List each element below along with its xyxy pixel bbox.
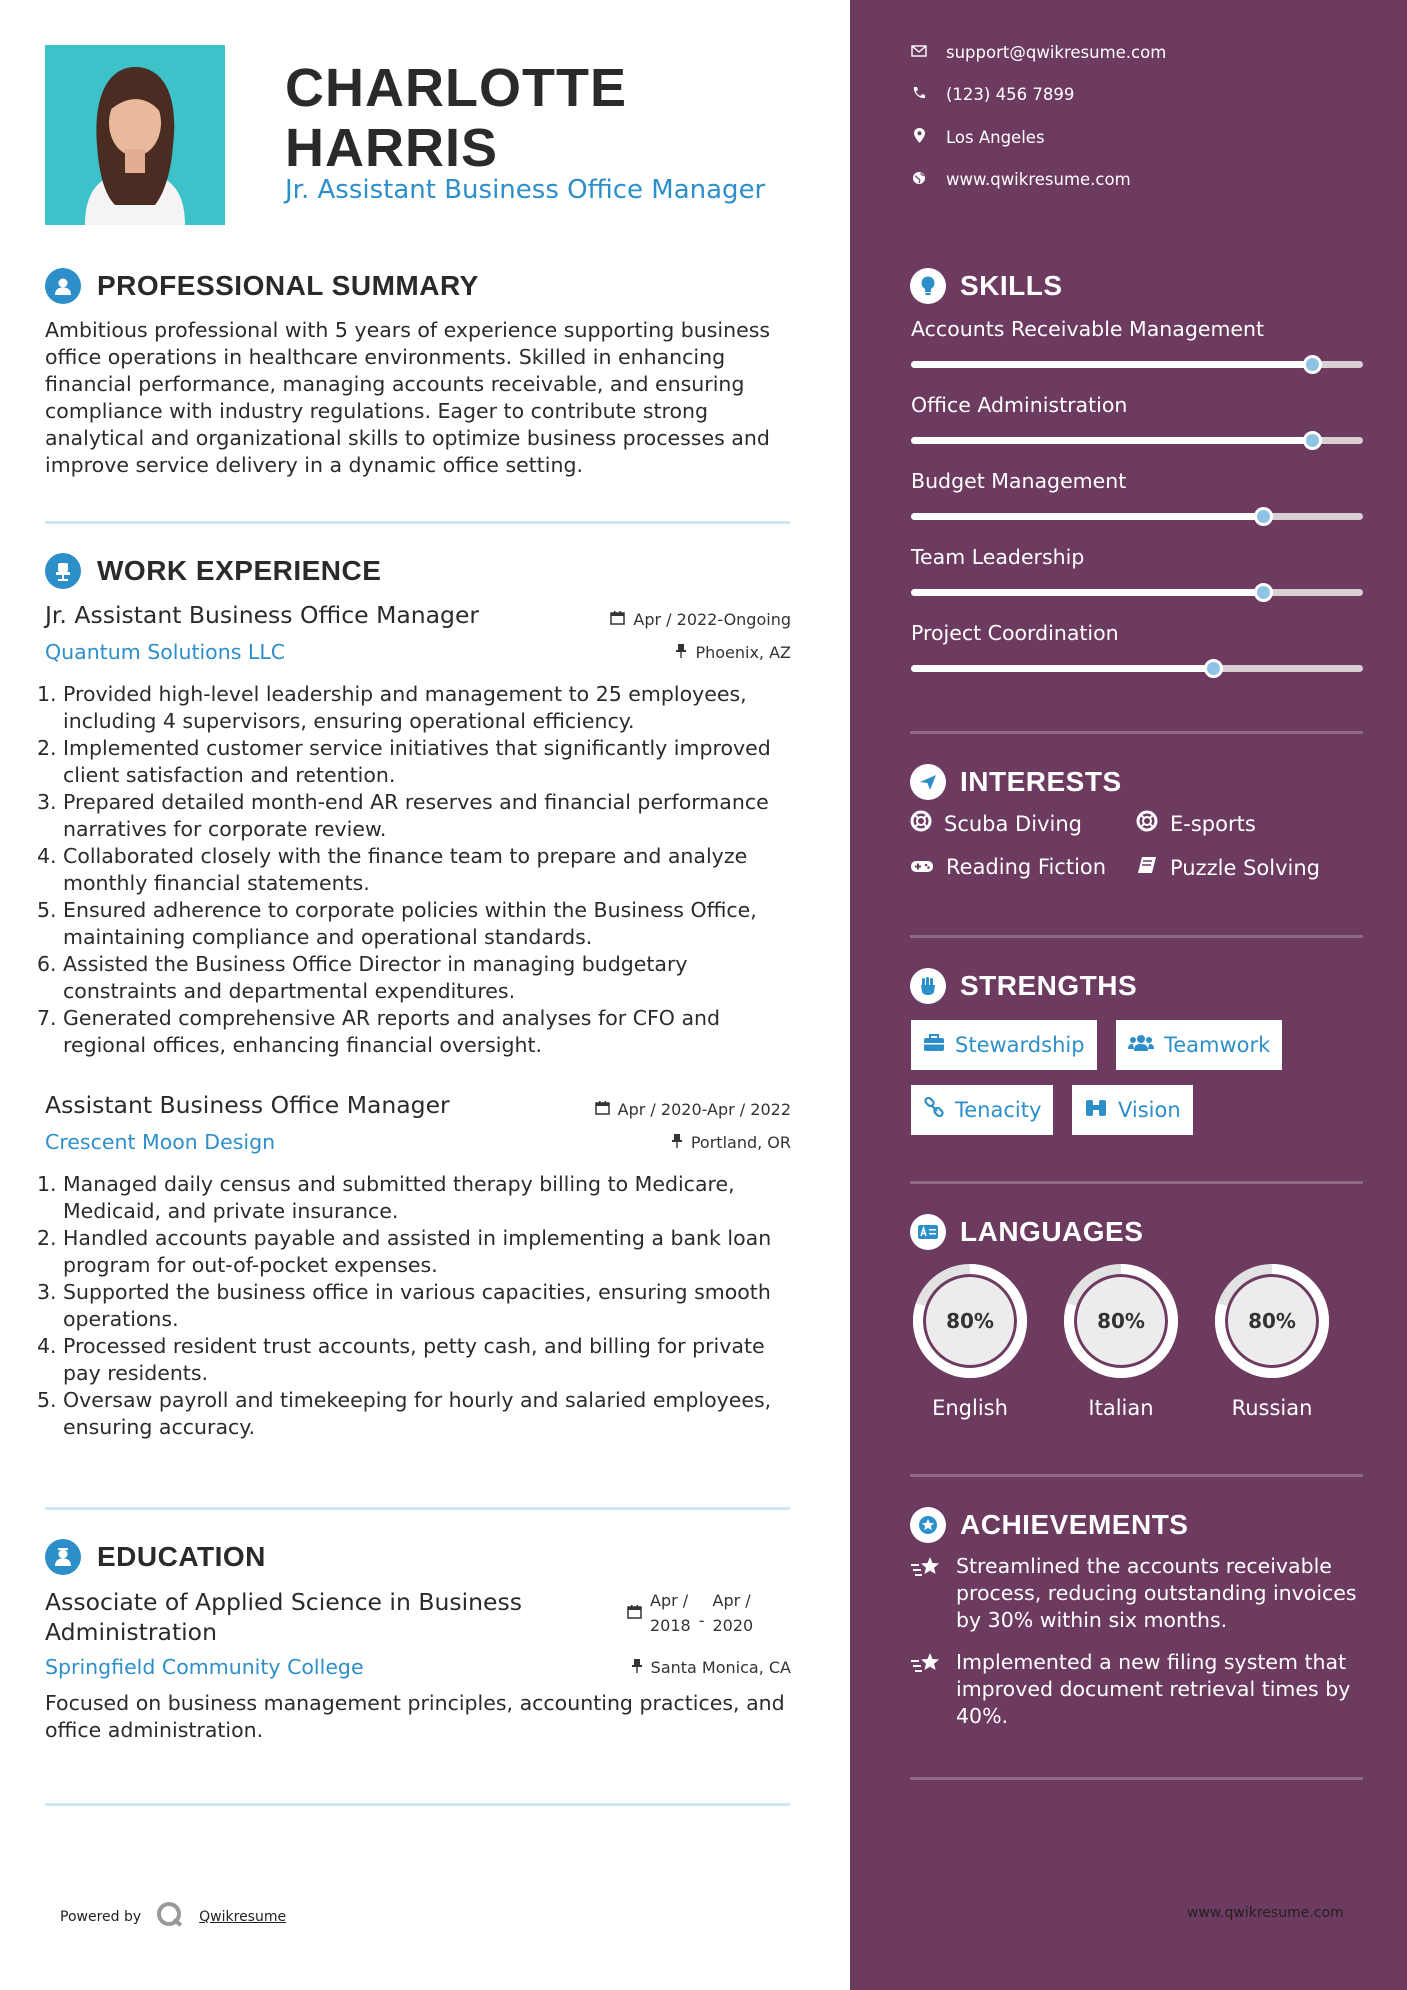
list-item: 4. Processed resident trust accounts, petty cash, and billing for private pay residents. <box>37 1334 765 1385</box>
list-item: 2. Handled accounts payable and assisted in implementing a bank loan program for out-of-pocket expenses. <box>37 1226 772 1277</box>
interest-item <box>910 810 1082 837</box>
interests-title: INTERESTS <box>960 766 1122 797</box>
education-location-text: Santa Monica, CA <box>650 1658 791 1677</box>
start-date: Apr / 2018 <box>650 1591 691 1635</box>
email-text: support@qwikresume.com <box>946 43 1167 62</box>
interest-label: Scuba Diving <box>944 811 1082 836</box>
interest-item <box>1136 810 1256 837</box>
interest-item <box>1136 855 1320 880</box>
list-item: 6. Assisted the Business Office Director in managing budgetary constraints and departmental expenditures. <box>37 952 688 1003</box>
interests-heading <box>910 764 1122 800</box>
calendar-icon <box>610 610 625 629</box>
work-title: WORK EXPERIENCE <box>97 555 382 586</box>
divider <box>45 1507 790 1510</box>
list-item: 1. Managed daily census and submitted therapy billing to Medicare, Medicaid, and private insurance. <box>37 1172 735 1223</box>
footer-website[interactable]: www.qwikresume.com <box>1187 1905 1344 1921</box>
fist-icon <box>910 968 946 1004</box>
pin-icon <box>675 643 687 662</box>
strength-label: Vision <box>1118 1098 1181 1122</box>
contact-email[interactable] <box>910 43 1166 62</box>
strength-label: Tenacity <box>955 1098 1042 1122</box>
graduate-icon <box>45 1539 81 1575</box>
divider <box>910 1474 1363 1477</box>
job-role: Jr. Assistant Business Office Manager <box>285 175 766 205</box>
company-name: Quantum Solutions LLC <box>45 640 286 664</box>
user-icon <box>45 268 81 304</box>
skills-title: SKILLS <box>960 270 1063 301</box>
job-bullets <box>37 1171 797 1441</box>
strengths-title: STRENGTHS <box>960 970 1138 1001</box>
interest-item <box>910 855 1106 879</box>
language-percent: 80% <box>946 1309 994 1333</box>
skill-label: Accounts Receivable Management <box>911 317 1265 341</box>
qwikresume-logo-icon <box>155 1900 185 1934</box>
chair-icon <box>45 553 81 589</box>
divider <box>910 731 1363 734</box>
website-text: www.qwikresume.com <box>946 170 1131 189</box>
language-name: Italian <box>1088 1396 1154 1420</box>
degree-line-2: Administration <box>45 1618 217 1646</box>
school-name: Springfield Community College <box>45 1655 364 1679</box>
location-text: Los Angeles <box>946 128 1045 147</box>
job-location-text: Portland, OR <box>690 1133 791 1152</box>
qwikresume-link[interactable]: Qwikresume <box>199 1909 287 1925</box>
job-bullets <box>37 681 797 1059</box>
achievement-item <box>910 1649 1365 1730</box>
job-location <box>620 1133 791 1152</box>
gamepad-icon <box>910 855 934 879</box>
map-pin-icon <box>910 128 928 147</box>
languages-heading <box>910 1214 1143 1250</box>
language-progress-ring <box>909 1260 1031 1382</box>
education-text: Focused on business management principles, accounting practices, and office administration. <box>45 1691 785 1742</box>
skill-bar-fill <box>911 361 1313 368</box>
strength-badge <box>911 1085 1053 1135</box>
binoculars-icon <box>1084 1098 1108 1123</box>
list-item: 5. Oversaw payroll and timekeeping for hourly and salaried employees, ensuring accuracy. <box>37 1388 772 1439</box>
lightbulb-icon <box>910 268 946 304</box>
summary-heading <box>45 268 479 304</box>
language-name: English <box>932 1396 1008 1420</box>
divider <box>910 1777 1363 1780</box>
powered-by <box>60 1900 286 1934</box>
job-dates-text: Apr / 2022-Ongoing <box>633 610 791 629</box>
language-name: Russian <box>1231 1396 1313 1420</box>
phone-icon <box>910 86 928 104</box>
achievements-title: ACHIEVEMENTS <box>960 1509 1189 1540</box>
briefcase-icon <box>923 1033 945 1057</box>
language-percent: 80% <box>1097 1309 1145 1333</box>
job-location-text: Phoenix, AZ <box>695 643 791 662</box>
list-item: 7. Generated comprehensive AR reports and analyses for CFO and regional offices, enhancing financial oversight. <box>37 1006 721 1057</box>
degree-line-1: Associate of Applied Science in Business <box>45 1588 522 1616</box>
powered-by-label: Powered by <box>60 1909 142 1925</box>
job-title: Assistant Business Office Manager <box>45 1091 450 1119</box>
strength-label: Teamwork <box>1164 1033 1271 1057</box>
list-item: 3. Prepared detailed month-end AR reserves and financial performance narratives for corporate review. <box>37 790 769 841</box>
education-heading <box>45 1539 266 1575</box>
phone-text: (123) 456 7899 <box>946 85 1075 104</box>
calendar-icon <box>627 1604 642 1623</box>
strength-badge <box>911 1020 1097 1070</box>
shooting-star-icon <box>910 1553 942 1634</box>
education-dates <box>627 1588 753 1638</box>
end-date: Apr / 2020 <box>712 1591 754 1635</box>
paper-plane-icon <box>910 764 946 800</box>
language-item <box>909 1260 1031 1420</box>
company-name: Crescent Moon Design <box>45 1130 276 1154</box>
skill-label: Team Leadership <box>911 545 1085 569</box>
job-title: Jr. Assistant Business Office Manager <box>45 601 480 629</box>
skill-bar-fill <box>911 665 1214 672</box>
languages-title: LANGUAGES <box>960 1216 1144 1247</box>
skill-bar-fill <box>911 513 1264 520</box>
calendar-icon <box>595 1100 610 1119</box>
divider <box>910 1181 1363 1184</box>
achievement-text: Implemented a new filing system that improved document retrieval times by 40%. <box>956 1650 1351 1728</box>
skill-label: Project Coordination <box>911 621 1119 645</box>
language-item <box>1060 1260 1182 1420</box>
envelope-icon <box>910 45 928 61</box>
profile-photo <box>45 45 225 225</box>
skill-label: Office Administration <box>911 393 1128 417</box>
skill-bar-fill <box>911 437 1313 444</box>
skills-heading <box>910 268 1063 304</box>
skill-bar <box>911 361 1363 368</box>
link-icon <box>923 1097 945 1124</box>
skill-label: Budget Management <box>911 469 1127 493</box>
achievements-heading <box>910 1507 1188 1543</box>
skill-bar <box>911 437 1363 444</box>
candidate-name <box>285 58 627 178</box>
lifebuoy-icon <box>1136 810 1158 837</box>
list-item: 4. Collaborated closely with the finance team to prepare and analyze monthly financial statements. <box>37 844 748 895</box>
achievement-text: Streamlined the accounts receivable process, reducing outstanding invoices by 30% within six months. <box>956 1554 1357 1632</box>
divider <box>45 521 790 524</box>
skill-level-knob <box>1254 507 1273 526</box>
contact-website[interactable] <box>910 170 1131 189</box>
job-dates-text: Apr / 2020-Apr / 2022 <box>617 1100 791 1119</box>
job-dates <box>570 1100 791 1119</box>
last-name: HARRIS <box>285 118 499 178</box>
job-dates <box>600 610 791 629</box>
language-item <box>1211 1260 1333 1420</box>
globe-icon <box>910 171 928 189</box>
skill-level-knob <box>1254 583 1273 602</box>
education-location <box>600 1658 791 1677</box>
pin-icon <box>631 1658 643 1677</box>
language-icon <box>910 1214 946 1250</box>
summary-text: Ambitious professional with 5 years of experience supporting business office operations in healthcare environments. Skilled in enhancing financial performance, managing accounts receivable, and ensuring compliance with industry regulations. Eager to contribute strong analytical and organizational skills to optimize business processes and improve service delivery in a dynamic office setting. <box>45 318 771 477</box>
contact-phone[interactable] <box>910 85 1074 104</box>
shooting-star-icon <box>910 1649 942 1730</box>
list-item: 5. Ensured adherence to corporate policies within the Business Office, maintaining compliance and operational standards. <box>37 898 757 949</box>
skill-bar <box>911 665 1363 672</box>
divider <box>910 935 1363 938</box>
language-percent: 80% <box>1248 1309 1296 1333</box>
users-icon <box>1128 1033 1154 1057</box>
language-progress-ring <box>1060 1260 1182 1382</box>
education-title: EDUCATION <box>97 1541 266 1572</box>
pin-icon <box>671 1133 683 1152</box>
language-progress-ring <box>1211 1260 1333 1382</box>
work-heading <box>45 553 381 589</box>
lifebuoy-icon <box>910 810 932 837</box>
skill-bar <box>911 513 1363 520</box>
strength-badge <box>1072 1085 1193 1135</box>
skill-level-knob <box>1204 659 1223 678</box>
date-separator: - <box>698 1610 705 1630</box>
strengths-heading <box>910 968 1137 1004</box>
degree <box>45 1587 522 1647</box>
list-item: 1. Provided high-level leadership and management to 25 employees, including 4 supervisors, ensuring operational efficiency. <box>37 682 747 733</box>
skill-bar <box>911 589 1363 596</box>
book-icon <box>1136 855 1158 880</box>
strength-label: Stewardship <box>955 1033 1085 1057</box>
divider <box>45 1803 790 1806</box>
interest-label: Reading Fiction <box>946 855 1107 879</box>
achievement-item <box>910 1553 1365 1634</box>
interest-label: Puzzle Solving <box>1170 855 1320 880</box>
contact-location <box>910 128 1045 147</box>
job-location <box>640 643 791 662</box>
summary-title: PROFESSIONAL SUMMARY <box>97 270 479 301</box>
first-name: CHARLOTTE <box>285 58 627 118</box>
list-item: 3. Supported the business office in various capacities, ensuring smooth operations. <box>37 1280 771 1331</box>
star-badge-icon <box>910 1507 946 1543</box>
strength-badge <box>1116 1020 1282 1070</box>
interest-label: E-sports <box>1170 811 1256 836</box>
skill-bar-fill <box>911 589 1264 596</box>
list-item: 2. Implemented customer service initiatives that significantly improved client satisfaction and retention. <box>37 736 771 787</box>
